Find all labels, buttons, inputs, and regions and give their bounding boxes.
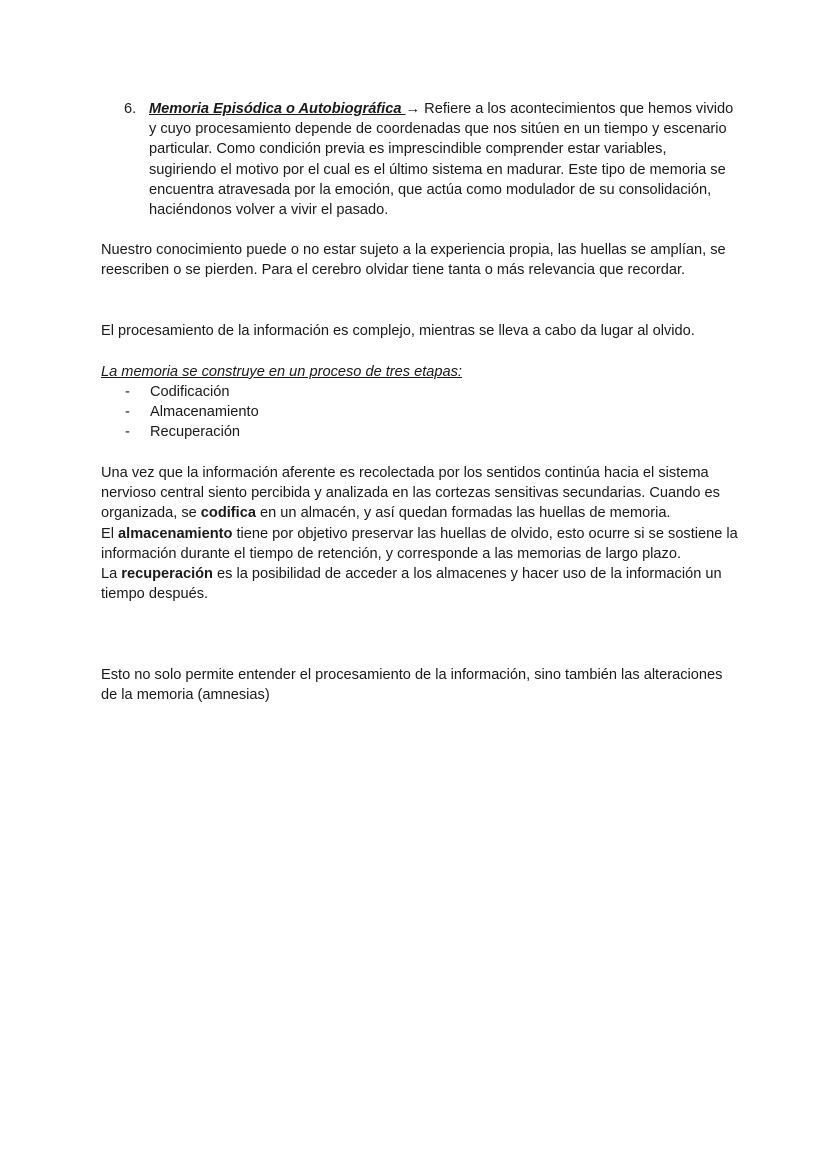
text-run: tiene por objetivo preservar las huellas de olvido, esto ocurre si se sostiene la información durante el tiempo de retención, y corresponde a las memorias de largo plazo. [101, 525, 738, 562]
text-run: es la posibilidad de acceder a los almacenes y hacer uso de la información un tiempo después. [101, 566, 722, 603]
item-number: 6. [124, 101, 137, 117]
text-run: La [101, 566, 122, 583]
bullet-dash: - [125, 384, 130, 400]
paragraph-storage [101, 524, 741, 564]
text-run: Una vez que la información aferente es recolectada por los sentidos continúa hacia el sistema nervioso central siento percibida y analizada en las cortezas sensitivas secundarias. Cuando es organizada, se [101, 465, 720, 522]
bullet-dash: - [125, 424, 130, 441]
bold-term: almacenamiento [118, 525, 233, 542]
bold-term: recuperación [121, 566, 213, 583]
item-6-text [149, 99, 734, 220]
stage-label: Codificación [150, 384, 230, 400]
paragraph-conclusion: Esto no solo permite entender el procesamiento de la información, sino también las alteraciones de la memoria (amnesias) [101, 667, 723, 704]
text-run: El [101, 525, 119, 542]
arrow-glyph: → [405, 101, 421, 117]
stages-heading: La memoria se construye en un proceso de tres etapas: [101, 364, 462, 380]
paragraph-encoding [101, 463, 741, 524]
stage-label: Almacenamiento [150, 404, 259, 421]
text-run: en un almacén, y así quedan formadas las huellas de memoria. [255, 505, 671, 522]
paragraph-knowledge: Nuestro conocimiento puede o no estar sujeto a la experiencia propia, las huellas se amplían, se reescriben o se pierden. Para el cerebro olvidar tiene tanta o más relevancia que recordar. [101, 242, 726, 279]
bullet-dash: - [125, 404, 130, 421]
paragraph-processing: El procesamiento de la información es complejo, mientras se lleva a cabo da lugar al olvido. [101, 323, 695, 339]
paragraph-retrieval [101, 564, 741, 604]
term-episodic-memory: Memoria Episódica o Autobiográfica [149, 101, 406, 117]
item-6-definition: Refiere a los acontecimientos que hemos vivido y cuyo procesamiento depende de coordenadas que nos sitúen en un tiempo y escenario particular. Como condición previa es imprescindible comprender estar variables, sugiriendo el motivo por el cual es el último sistema en madurar. Este tipo de memoria se encuentra atravesada por la emoción, que actúa como modulador de su consolidación, haciéndonos volver a vivir el pasado. [149, 101, 734, 219]
stage-label: Recuperación [150, 424, 241, 441]
stages-explanation [101, 463, 741, 604]
bold-term: codifica [200, 505, 256, 522]
